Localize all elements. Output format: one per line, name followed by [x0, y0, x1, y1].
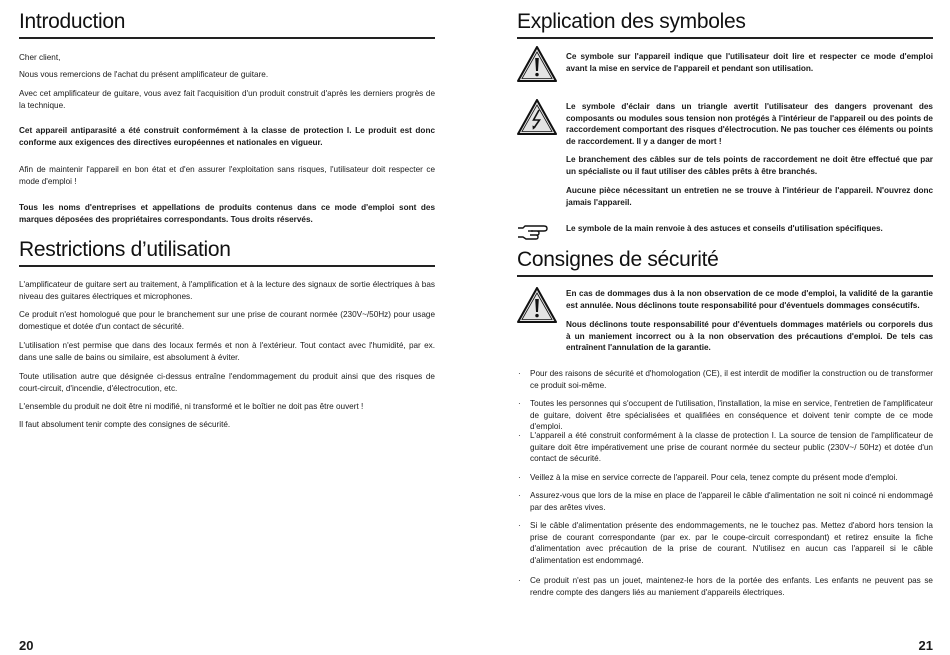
introduction-heading: Introduction — [19, 10, 435, 39]
restrictions-paragraph: Il faut absolument tenir compte des consignes de sécurité. — [19, 420, 231, 429]
intro-paragraph: Afin de maintenir l'appareil en bon état et d'en assurer l'exploitation sans risques, l'utilisateur doit respecter ce mode d'emploi ! — [19, 165, 435, 186]
safety-warning-text: Nous déclinons toute responsabilité pour d'éventuels dommages matériels ou corporels dus à un maniement incorrect ou à la non observation des précautions d'emploi. De tels cas entraînent l'annulation de la garantie. — [566, 320, 933, 353]
restrictions-paragraph: Toute utilisation autre que désignée ci-dessus entraîne l'endommagement du produit ainsi que des risques de court-circuit, d'incendie, d'électrocution, etc. — [19, 372, 435, 393]
safety-list-item: · Pour des raisons de sécurité et d'homologation (CE), il est interdit de modifier la construction ou de transformer ce produit soi-même. — [517, 368, 933, 391]
restrictions-paragraph: L'utilisation n'est permise que dans des locaux fermés et non à l'extérieur. Tout contact avec l'humidité, par ex. dans une salle de bains ou similaire, est absolument à éviter. — [19, 341, 435, 362]
page-number: 21 — [918, 638, 933, 653]
safety-warning-text: En cas de dommages dus à la non observation de ce mode d'emploi, la validité de la garantie est annulée. Nous déclinons toute responsabilité pour d'éventuels dommages consécutifs. — [566, 289, 933, 310]
intro-paragraph-bold: Tous les noms d'entreprises et appellations de produits contenus dans ce mode d'emploi sont des marques déposées des propriétaires correspondants. Tous droits réservés. — [19, 203, 435, 224]
symbols-heading: Explication des symboles — [517, 10, 933, 39]
lightning-symbol-description: Le symbole d'éclair dans un triangle avertit l'utilisateur des dangers provenant des composants ou modules sous tension non protégés à l'intérieur de l'appareil ou des points de raccordement comportant des risques d'électrocution. Ne pas toucher ces éléments ou points de raccordement. Il y a danger de mort ! — [566, 102, 933, 146]
exclamation-triangle-icon — [517, 46, 557, 87]
lightning-symbol-description: Aucune pièce nécessitant un entretien ne se trouve à l'intérieur de l'appareil. N'ouvrez donc jamais l'appareil. — [566, 186, 933, 207]
warning-symbol-description: Ce symbole sur l'appareil indique que l'utilisateur doit lire et respecter ce mode d'emploi avant la mise en service de l'appareil et pendant son utilisation. — [566, 52, 933, 73]
restrictions-paragraph: L'ensemble du produit ne doit être ni modifié, ni transformé et le boîtier ne doit pas être ouvert ! — [19, 402, 364, 411]
pointing-hand-icon — [517, 223, 549, 246]
restrictions-paragraph: L'amplificateur de guitare sert au traitement, à l'amplification et à la lecture des signaux de sortie électriques à bas niveau des guitares électriques et microphones. — [19, 280, 435, 301]
lightning-symbol-description: Le branchement des câbles sur de tels points de raccordement ne doit être effectué que par un spécialiste ou il faut utiliser des câbles prêts à être branchés. — [566, 155, 933, 176]
safety-list-item: · Si le câble d'alimentation présente des endommagements, ne le touchez pas. Mettez d'abord hors tension la prise de courant correspondante (par ex. par le coupe-circuit correspondant) et retirez ensuite la fiche d'alimentation avec précaution de la prise de courant. N'utilisez en aucun cas l'appareil si le câble d'alimentation est endommagé. — [517, 520, 933, 566]
safety-list-item: · Toutes les personnes qui s'occupent de l'utilisation, l'installation, la mise en service, l'entretien de l'amplificateur de guitare, doivent être spécialisées et qualifiées en conséquence et doivent tenir compte de ce mode d'emploi. — [517, 398, 933, 433]
safety-list-item: · Assurez-vous que lors de la mise en place de l'appareil le câble d'alimentation ne soit ni coincé ni endommagé par des arêtes vives. — [517, 490, 933, 513]
page-number: 20 — [19, 638, 34, 653]
left-page — [19, 0, 435, 655]
intro-paragraph: Cher client, — [19, 53, 61, 62]
restrictions-paragraph: Ce produit n'est homologué que pour le branchement sur une prise de courant normée (230V~/50Hz) pour usage domestique et dotée d'un contact de sécurité. — [19, 310, 435, 331]
intro-paragraph: Nous vous remercions de l'achat du présent amplificateur de guitare. — [19, 70, 269, 79]
right-page — [517, 0, 933, 655]
exclamation-triangle-icon — [517, 287, 557, 328]
lightning-triangle-icon — [517, 99, 557, 140]
safety-list-item: · Ce produit n'est pas un jouet, maintenez-le hors de la portée des enfants. Les enfants ne peuvent pas se rendre compte des dangers liés au maniement d'appareils électriques. — [517, 575, 933, 598]
intro-paragraph-bold: Cet appareil antiparasité a été construit conformément à la classe de protection I. Le produit est donc conforme aux exigences des directives européennes et nationales en vigueur. — [19, 126, 435, 147]
safety-list-item: · L'appareil a été construit conformément à la classe de protection I. La source de tension de l'amplificateur de guitare doit être impérativement une prise de courant normée du secteur public (230V~/ 50Hz) et dotée d'un contact de sécurité. — [517, 430, 933, 465]
safety-list-item: · Veillez à la mise en service correcte de l'appareil. Pour cela, tenez compte du présent mode d'emploi. — [517, 472, 933, 484]
safety-heading: Consignes de sécurité — [517, 248, 933, 277]
restrictions-heading: Restrictions d’utilisation — [19, 238, 435, 267]
hand-symbol-description: Le symbole de la main renvoie à des astuces et conseils d'utilisation spécifiques. — [566, 224, 883, 233]
intro-paragraph: Avec cet amplificateur de guitare, vous avez fait l'acquisition d'un produit construit d'après les derniers progrès de la technique. — [19, 89, 435, 110]
